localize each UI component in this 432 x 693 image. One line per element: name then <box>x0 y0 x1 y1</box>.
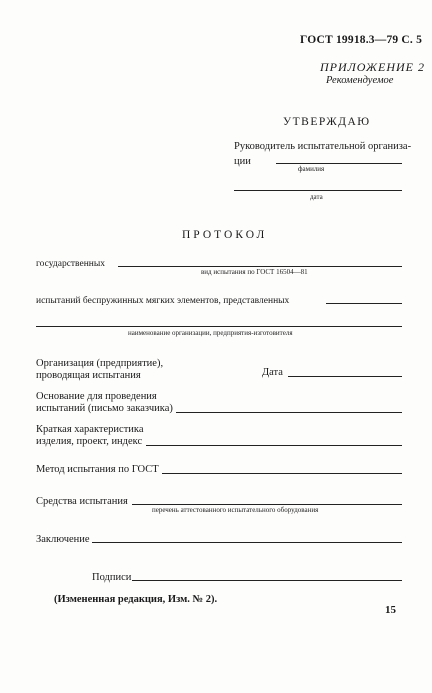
approve-head-line1: Руководитель испытательной организа- <box>234 141 412 152</box>
means-line[interactable] <box>132 504 402 505</box>
signatures-label: Подписи <box>92 572 132 583</box>
date-label: Дата <box>262 367 283 378</box>
recommended-label: Рекомендуемое <box>326 75 394 86</box>
basis-label-line1: Основание для проведения <box>36 391 157 402</box>
gost-header: ГОСТ 19918.3—79 С. 5 <box>300 34 423 46</box>
presented-by-line[interactable] <box>326 303 402 304</box>
brief-label-line1: Краткая характеристика <box>36 424 144 435</box>
protocol-title: ПРОТОКОЛ <box>182 229 268 241</box>
amendment-note: (Измененная редакция, Изм. № 2). <box>54 594 218 605</box>
test-kind-line[interactable] <box>118 266 402 267</box>
conclusion-line[interactable] <box>92 542 402 543</box>
basis-label-line2: испытаний (письмо заказчика) <box>36 403 173 414</box>
date-line[interactable] <box>288 376 402 377</box>
approve-date-caption: дата <box>310 193 323 201</box>
approve-date-line[interactable] <box>234 190 402 191</box>
test-kind-caption: вид испытания по ГОСТ 16504—81 <box>201 268 308 276</box>
conclusion-label: Заключение <box>36 534 90 545</box>
means-caption: перечень аттестованного испытательного оборудования <box>152 506 319 514</box>
appendix-title: ПРИЛОЖЕНИЕ 2 <box>320 60 425 74</box>
basis-line[interactable] <box>176 412 402 413</box>
name-line[interactable] <box>276 163 402 164</box>
approve-head-line2: ции <box>234 156 251 167</box>
method-label: Метод испытания по ГОСТ <box>36 464 159 475</box>
method-line[interactable] <box>162 473 402 474</box>
org-label-line1: Организация (предприятие), <box>36 358 164 369</box>
tests-label: испытаний беспружинных мягких элементов, представленных <box>36 296 290 306</box>
brief-line[interactable] <box>146 445 402 446</box>
organization-name-line[interactable] <box>36 326 402 327</box>
org-label-line2: проводящая испытания <box>36 370 141 381</box>
organization-name-caption: наименование организации, предприятия-изготовителя <box>128 329 293 337</box>
means-label: Средства испытания <box>36 496 128 507</box>
brief-label-line2: изделия, проект, индекс <box>36 436 143 447</box>
gov-label: государственных <box>36 259 106 269</box>
signatures-line[interactable] <box>132 580 402 581</box>
approve-title: УТВЕРЖДАЮ <box>283 116 371 128</box>
page-number: 15 <box>385 604 396 616</box>
name-caption: фамилия <box>298 165 325 173</box>
